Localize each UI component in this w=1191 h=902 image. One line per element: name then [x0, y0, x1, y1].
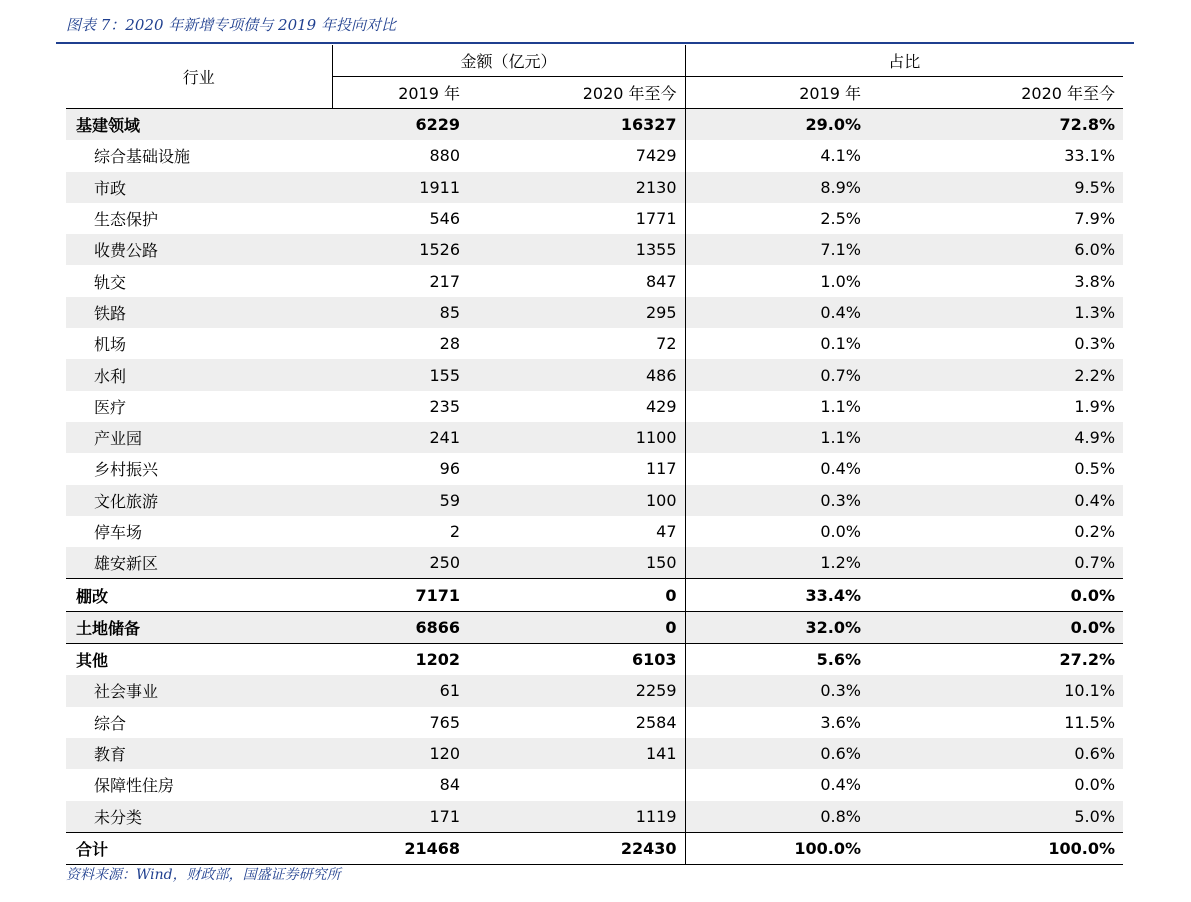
amount-2019: 6229: [332, 109, 468, 141]
header-amount: 金额（亿元）: [332, 45, 685, 77]
amount-2020: 0: [468, 579, 685, 611]
share-2019: 1.1%: [820, 396, 862, 416]
table-row: [66, 140, 1123, 171]
share-2020: 4.9%: [869, 422, 1123, 453]
share-2019: 32.0%: [685, 611, 869, 643]
amount-2019: 880: [429, 146, 460, 166]
share-2019: 29.0%: [685, 109, 869, 141]
row-label: 乡村振兴: [94, 460, 159, 480]
amount-2020: 6103: [468, 644, 685, 676]
share-2019: 0.4%: [820, 775, 862, 795]
bond-allocation-table: [66, 45, 1123, 865]
amount-2019: 6866: [332, 611, 468, 643]
amount-2020: 150: [468, 547, 685, 579]
share-2020: 1.9%: [1074, 396, 1116, 416]
amount-2019: 1911: [332, 172, 468, 203]
amount-2019: 250: [332, 547, 468, 579]
amount-2020: 0: [468, 611, 685, 643]
table-body: [66, 109, 1123, 865]
table-row: [66, 203, 1123, 234]
share-2020: 7.9%: [1074, 209, 1116, 229]
share-2019: 2.5%: [820, 209, 862, 229]
share-2019: 0.7%: [685, 359, 869, 390]
share-2019: 0.6%: [685, 738, 869, 769]
amount-2020: [468, 769, 685, 800]
header-amount-2020: 2020 年至今: [468, 77, 685, 109]
table-row: [66, 579, 1123, 611]
share-2020: 0.7%: [869, 547, 1123, 579]
table-row: [66, 265, 1123, 296]
amount-2019: 235: [429, 396, 460, 416]
share-2019: 5.6%: [685, 644, 869, 676]
amount-2020: 2584: [468, 707, 685, 738]
amount-2020: 1771: [468, 203, 685, 234]
share-2020: 0.6%: [869, 738, 1123, 769]
row-label: 停车场: [94, 523, 143, 542]
amount-2020: 429: [468, 391, 685, 422]
amount-2020: 141: [468, 738, 685, 769]
table-row: [66, 769, 1123, 800]
row-label: 基建领域: [66, 109, 332, 141]
amount-2020: 2130: [468, 172, 685, 203]
share-2019: 0.0%: [820, 522, 862, 541]
share-2019: 8.9%: [685, 172, 869, 203]
amount-2020: 847: [468, 265, 685, 296]
share-2020: 0.0%: [869, 611, 1123, 643]
amount-2019: 546: [429, 209, 460, 229]
row-label: 收费公路: [66, 234, 332, 265]
table-row: [66, 611, 1123, 643]
amount-2020: 100: [468, 485, 685, 516]
table-row: [66, 422, 1123, 453]
row-label: 未分类: [66, 801, 332, 833]
table-row: [66, 485, 1123, 516]
amount-2020: 117: [468, 453, 685, 484]
table-row: [66, 738, 1123, 769]
share-2020: 0.0%: [869, 579, 1123, 611]
header-amount-2019: 2019 年: [332, 77, 468, 109]
share-2019: 0.8%: [685, 801, 869, 833]
row-label: 保障性住房: [94, 776, 175, 796]
row-label: 综合: [94, 713, 127, 733]
share-2020: 0.3%: [1074, 334, 1116, 354]
amount-2019: 61: [332, 675, 468, 706]
amount-2019: 155: [332, 359, 468, 390]
row-label: 医疗: [94, 397, 127, 417]
amount-2019: 171: [332, 801, 468, 833]
row-label: 轨交: [94, 272, 127, 292]
share-2020: 100.0%: [869, 832, 1123, 864]
share-2019: 33.4%: [685, 579, 869, 611]
table-row: [66, 675, 1123, 706]
amount-2020: 1355: [468, 234, 685, 265]
row-label: 生态保护: [94, 210, 159, 230]
amount-2020: 2259: [468, 675, 685, 706]
share-2019: 0.3%: [685, 675, 869, 706]
row-label: 社会事业: [66, 675, 332, 706]
table-row: [66, 547, 1123, 579]
header-share-2019: 2019 年: [685, 77, 869, 109]
amount-2019: 2: [449, 522, 460, 541]
share-2019: 0.4%: [685, 297, 869, 328]
share-2019: 7.1%: [685, 234, 869, 265]
amount-2020: 1119: [468, 801, 685, 833]
amount-2020: 72: [468, 328, 685, 359]
share-2020: 27.2%: [869, 644, 1123, 676]
amount-2019: 1526: [332, 234, 468, 265]
header-industry: 行业: [66, 45, 332, 109]
row-label: 文化旅游: [66, 485, 332, 516]
amount-2020: 1100: [468, 422, 685, 453]
table-row: [66, 516, 1123, 547]
amount-2020: 16327: [468, 109, 685, 141]
amount-2019: 84: [439, 775, 460, 795]
amount-2020: 486: [468, 359, 685, 390]
row-label: 水利: [66, 359, 332, 390]
row-label: 产业园: [66, 422, 332, 453]
table-row: [66, 328, 1123, 359]
share-2020: 2.2%: [869, 359, 1123, 390]
amount-2020: 7429: [468, 140, 685, 171]
share-2020: 3.8%: [1074, 271, 1116, 291]
share-2019: 0.3%: [685, 485, 869, 516]
row-label: 教育: [66, 738, 332, 769]
share-2020: 11.5%: [1064, 712, 1116, 732]
amount-2020: 295: [468, 297, 685, 328]
row-label: 合计: [66, 832, 332, 864]
table-row: [66, 391, 1123, 422]
share-2019: 1.1%: [685, 422, 869, 453]
share-2020: 72.8%: [869, 109, 1123, 141]
row-label: 铁路: [66, 297, 332, 328]
header-share: 占比: [685, 45, 1123, 77]
amount-2019: 85: [332, 297, 468, 328]
row-label: 机场: [94, 335, 127, 355]
row-label: 其他: [66, 644, 332, 676]
amount-2019: 7171: [332, 579, 468, 611]
amount-2019: 765: [429, 712, 460, 732]
share-2020: 0.5%: [1074, 459, 1116, 479]
share-2019: 0.1%: [820, 334, 862, 354]
table-row: [66, 359, 1123, 390]
row-label: 土地储备: [66, 611, 332, 643]
share-2020: 33.1%: [1064, 146, 1116, 166]
row-label: 市政: [66, 172, 332, 203]
row-label: 综合基础设施: [94, 147, 191, 167]
table-caption: 图表 7：2020 年新增专项债与 2019 年投向对比: [66, 16, 396, 34]
amount-2020: 22430: [468, 832, 685, 864]
share-2020: 10.1%: [869, 675, 1123, 706]
share-2020: 5.0%: [869, 801, 1123, 833]
amount-2019: 28: [439, 334, 460, 354]
row-label: 雄安新区: [66, 547, 332, 579]
amount-2019: 120: [332, 738, 468, 769]
table-row: [66, 297, 1123, 328]
header-share-2020: 2020 年至今: [869, 77, 1123, 109]
table-row: [66, 801, 1123, 833]
table-row: [66, 644, 1123, 676]
amount-2020: 47: [468, 516, 685, 547]
amount-2019: 241: [332, 422, 468, 453]
share-2019: 3.6%: [820, 712, 862, 732]
table-row: [66, 234, 1123, 265]
amount-2019: 217: [429, 271, 460, 291]
table-row: [66, 707, 1123, 738]
share-2019: 4.1%: [820, 146, 862, 166]
caption-rule: [56, 42, 1134, 44]
share-2020: 6.0%: [869, 234, 1123, 265]
share-2020: 9.5%: [869, 172, 1123, 203]
amount-2019: 1202: [332, 644, 468, 676]
share-2019: 1.2%: [685, 547, 869, 579]
share-2019: 0.4%: [820, 459, 862, 479]
table-row: [66, 109, 1123, 141]
table-row: [66, 453, 1123, 484]
share-2019: 100.0%: [685, 832, 869, 864]
table-row: [66, 172, 1123, 203]
share-2020: 0.2%: [1074, 522, 1116, 541]
table-total-row: [66, 832, 1123, 864]
row-label: 棚改: [66, 579, 332, 611]
amount-2019: 21468: [332, 832, 468, 864]
share-2020: 0.4%: [869, 485, 1123, 516]
source-note: 资料来源：Wind，财政部，国盛证券研究所: [66, 867, 341, 883]
share-2019: 1.0%: [820, 271, 862, 291]
share-2020: 0.0%: [1074, 775, 1116, 795]
share-2020: 1.3%: [869, 297, 1123, 328]
amount-2019: 96: [439, 459, 460, 479]
amount-2019: 59: [332, 485, 468, 516]
